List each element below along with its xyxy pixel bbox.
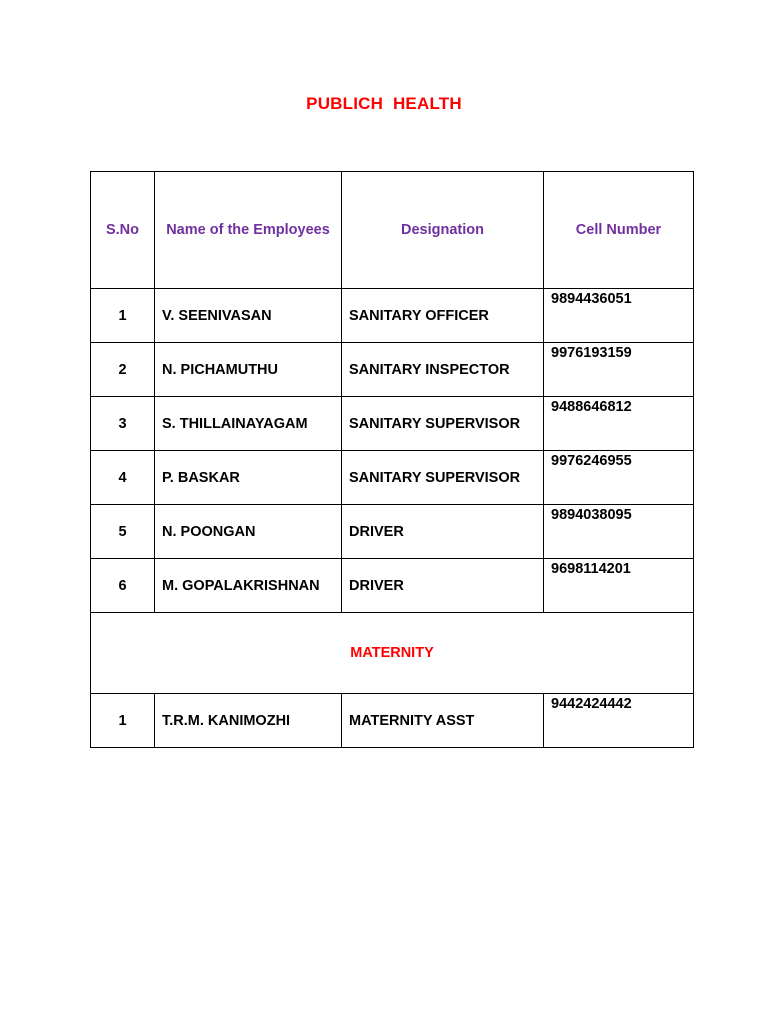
row-sno: 1 (91, 694, 155, 748)
row-designation: DRIVER (342, 559, 544, 613)
row-name: S. THILLAINAYAGAM (155, 397, 342, 451)
header-name: Name of the Employees (155, 172, 342, 289)
row-name: N. POONGAN (155, 505, 342, 559)
row-cell-number: 9976246955 (544, 451, 694, 505)
row-designation: SANITARY SUPERVISOR (342, 397, 544, 451)
table-row (91, 397, 694, 451)
row-name: V. SEENIVASAN (155, 289, 342, 343)
row-sno: 1 (91, 289, 155, 343)
row-cell-number: 9894038095 (544, 505, 694, 559)
row-name: M. GOPALAKRISHNAN (155, 559, 342, 613)
header-sno: S.No (91, 172, 155, 289)
row-sno: 4 (91, 451, 155, 505)
table-row (91, 505, 694, 559)
page-title: PUBLICH HEALTH (306, 94, 462, 113)
employee-table (90, 171, 694, 748)
row-cell-number: 9488646812 (544, 397, 694, 451)
row-name: P. BASKAR (155, 451, 342, 505)
row-sno: 2 (91, 343, 155, 397)
row-name: N. PICHAMUTHU (155, 343, 342, 397)
table-row (91, 289, 694, 343)
table-row (91, 559, 694, 613)
table-row (91, 694, 694, 748)
header-designation: Designation (342, 172, 544, 289)
table-row (91, 343, 694, 397)
row-cell-number: 9976193159 (544, 343, 694, 397)
row-designation: SANITARY SUPERVISOR (342, 451, 544, 505)
row-designation: DRIVER (342, 505, 544, 559)
row-cell-number: 9698114201 (544, 559, 694, 613)
row-designation: MATERNITY ASST (342, 694, 544, 748)
section-title: MATERNITY (91, 613, 694, 694)
section-row-maternity (91, 613, 694, 694)
row-cell-number: 9894436051 (544, 289, 694, 343)
row-designation: SANITARY INSPECTOR (342, 343, 544, 397)
row-name: T.R.M. KANIMOZHI (155, 694, 342, 748)
header-cell-number: Cell Number (544, 172, 694, 289)
row-cell-number: 9442424442 (544, 694, 694, 748)
table-header-row (91, 172, 694, 289)
row-sno: 5 (91, 505, 155, 559)
row-sno: 6 (91, 559, 155, 613)
table-row (91, 451, 694, 505)
row-designation: SANITARY OFFICER (342, 289, 544, 343)
row-sno: 3 (91, 397, 155, 451)
